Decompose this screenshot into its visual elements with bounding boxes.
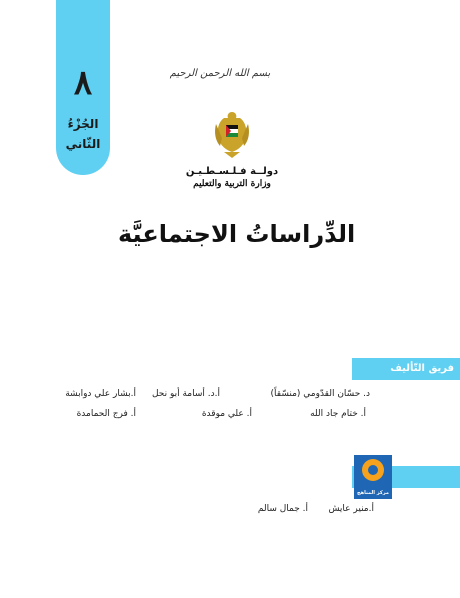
- part-label-line2: الثّاني: [65, 137, 101, 151]
- authoring-team-label: فريق التّأليف: [390, 363, 454, 374]
- author-name: أ. علي موقدة: [201, 409, 252, 419]
- author-name: أ.بشار علي دوابشة: [65, 389, 136, 399]
- state-name: دولــة فـلـسـطـيـن: [185, 166, 279, 177]
- curriculum-center-logo: [354, 455, 392, 499]
- logo-circle-icon: [362, 459, 384, 481]
- book-title: الدِّراساتُ الاجتماعيَّة: [118, 220, 356, 248]
- grade-number: ٨: [73, 63, 93, 103]
- contributor-name: أ. جمال سالم: [257, 504, 308, 514]
- basmala: بسم الله الرحمن الرحيم: [169, 68, 271, 79]
- author-name: أ.د. أسامة أبو نحل: [151, 389, 220, 399]
- ministry-name: وزارة التربية والتعليم: [193, 179, 271, 189]
- author-name: د. حسّان القدّومي (منسّقاً): [270, 389, 370, 399]
- contributor-name: أ.منير عايش: [328, 504, 374, 514]
- eagle-emblem-icon: [212, 108, 252, 160]
- author-name: أ. فرج الحمامدة: [76, 409, 136, 419]
- author-name: أ. ختام جاد الله: [310, 409, 366, 419]
- part-label-line1: الجُزْءُ: [67, 117, 99, 131]
- logo-text: مركز المناهج: [357, 490, 389, 496]
